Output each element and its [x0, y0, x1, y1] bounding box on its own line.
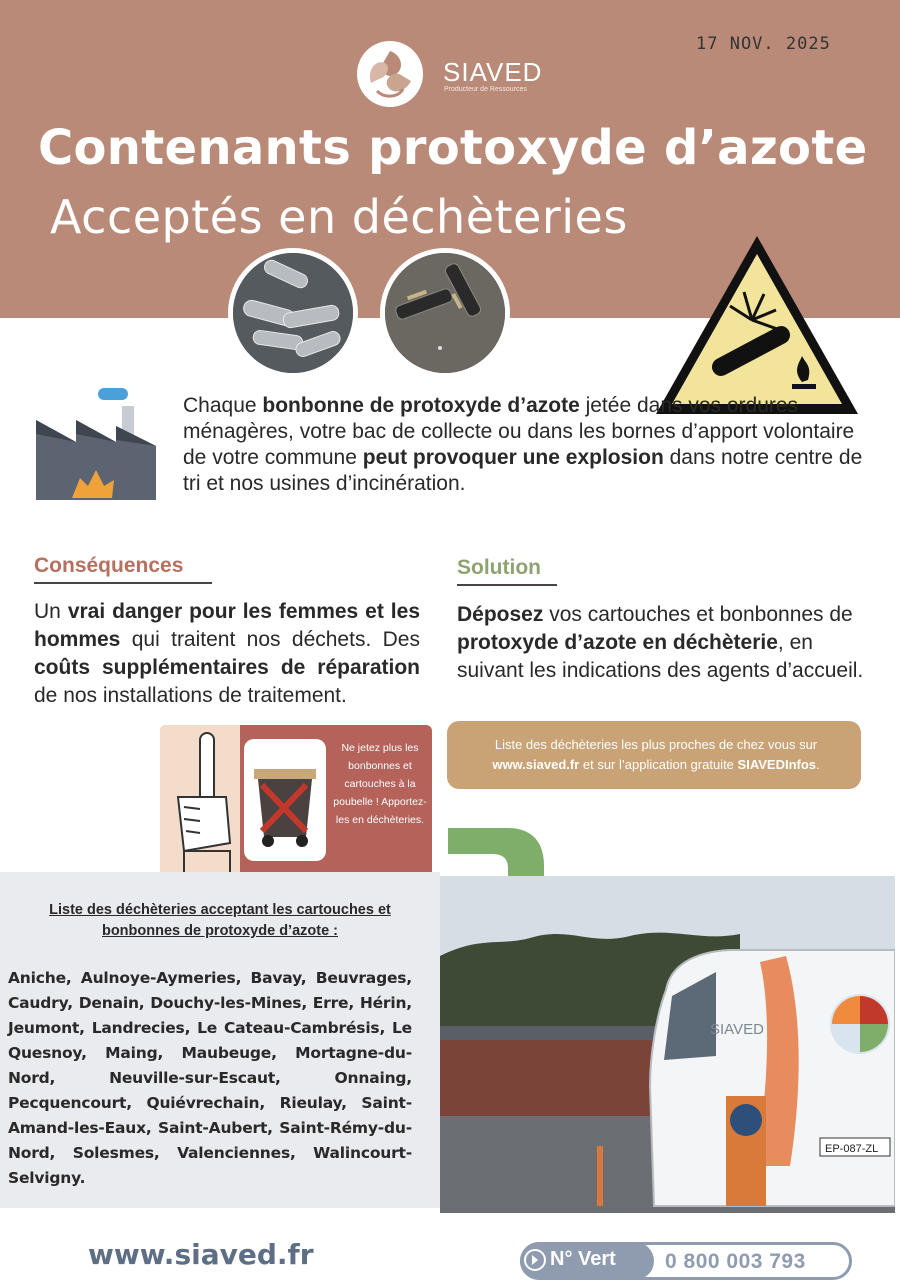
intro-paragraph: Chaque bonbonne de protoxyde d’azote jetée dans vos ordures ménagères, votre bac de collecte ou dans les bornes d’apport volontaire de votre commune peut provoquer une explosion dans notre centre de tri et nos usines d’incinération. — [183, 394, 863, 495]
siaved-logo-icon — [357, 41, 423, 107]
notice-text: Ne jetez plus les bonbonnes et cartouches à la poubelle ! Apportez-les en déchèteries. — [333, 742, 427, 826]
phone-label-pill — [520, 1242, 654, 1280]
solution-underline — [457, 584, 557, 586]
consequences-text: Un vrai danger pour les femmes et les hommes qui traitent nos déchets. Des coûts supplémentaires de réparation de nos installations de traitement. — [34, 600, 420, 707]
info-box — [447, 721, 861, 789]
info-link[interactable]: www.siaved.fr — [492, 757, 580, 772]
logo-tagline: Producteur de Ressources — [444, 86, 527, 93]
explosion-warning-icon — [652, 232, 862, 418]
van-brand-text: SIAVED — [710, 1021, 764, 1038]
phone-number: 0 800 003 793 — [665, 1250, 806, 1273]
phone-label: N° Vert — [550, 1248, 616, 1270]
phone-arrow-icon — [524, 1249, 546, 1271]
dechetterie-photo — [440, 876, 895, 1213]
consequences-underline — [34, 582, 212, 584]
solution-text: Déposez vos cartouches et bonbonnes de protoxyde d’azote en déchèterie, en suivant les indications des agents d’accueil. — [457, 603, 864, 682]
notice-card — [160, 725, 432, 877]
phone-badge[interactable] — [520, 1242, 852, 1280]
van-plate-text: EP-087-ZL — [825, 1143, 879, 1155]
cartridges-photo-2 — [380, 248, 510, 378]
date-stamp: 17 NOV. 2025 — [696, 34, 831, 54]
list-heading: Liste des déchèteries acceptant les cartouches et bonbonnes de protoxyde d’azote : — [49, 902, 391, 939]
page-title: Contenants protoxyde d’azote — [38, 120, 868, 176]
siaved-logo — [357, 41, 567, 111]
crossed-bin-icon — [244, 739, 326, 861]
logo-name: SIAVED — [443, 57, 543, 87]
page-subtitle: Acceptés en déchèteries — [50, 190, 628, 244]
dechetteries-list: Aniche, Aulnoye-Aymeries, Bavay, Beuvrages, Caudry, Denain, Douchy-les-Mines, Erre, Hérin, Jeumont, Landrecies, Le Cateau-Cambrésis, Le Quesnoy, Maing, Maubeuge, Mortagne-du-Nord, Neuville-sur-Escaut, Onnaing, Pecquencourt, Quiévrechain, Rieulay, Saint-Amand-les-Eaux, Saint-Aubert, Saint-Rémy-du-Nord, Solesmes, Valenciennes, Walincourt-Selvigny. — [8, 969, 412, 1187]
factory-explosion-icon — [32, 386, 160, 500]
pointing-hand-icon — [160, 725, 240, 877]
info-app-name: SIAVEDInfos — [737, 757, 817, 772]
cartridges-photo — [228, 248, 358, 378]
info-text: Liste des déchèteries les plus proches de chez vous sur www.siaved.fr et sur l’application gratuite SIAVEDInfos. — [492, 737, 820, 772]
consequences-heading: Conséquences — [34, 554, 184, 577]
solution-heading: Solution — [457, 556, 541, 579]
footer-url-link[interactable]: www.siaved.fr — [88, 1238, 314, 1271]
